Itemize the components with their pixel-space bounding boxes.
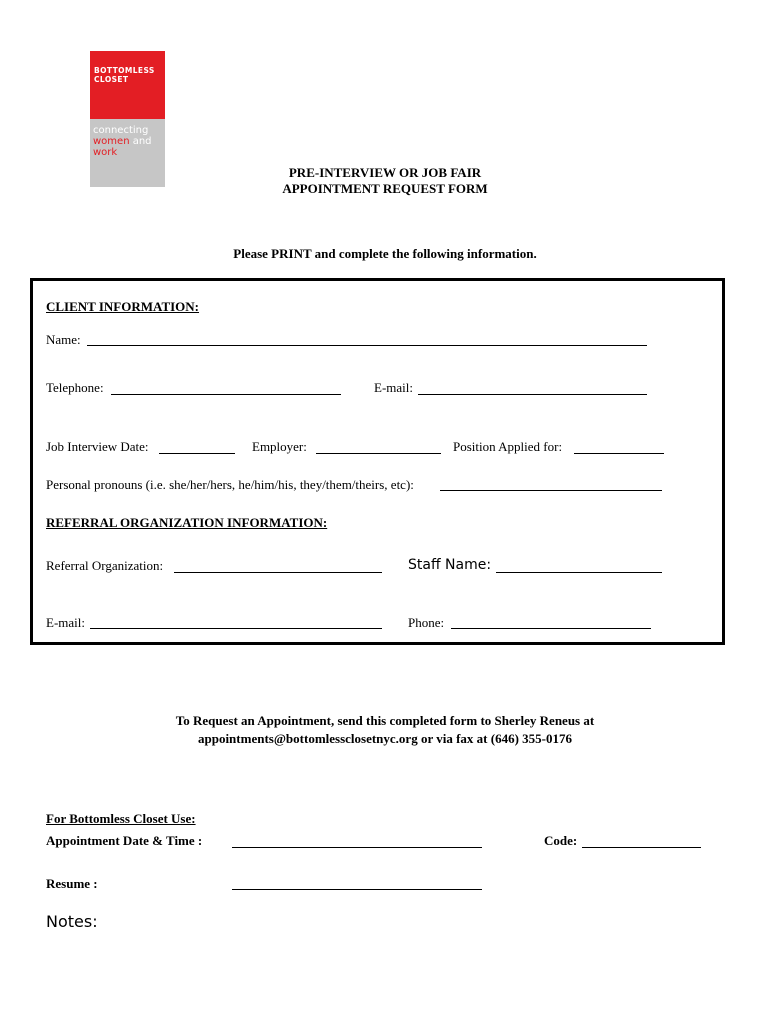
telephone-label: Telephone:	[46, 380, 104, 395]
logo-brand-text	[94, 66, 155, 84]
referral-email-field[interactable]	[90, 628, 382, 629]
resume-field[interactable]	[232, 889, 482, 890]
name-label: Name:	[46, 332, 81, 347]
name-field[interactable]	[87, 345, 647, 346]
client-section-title: CLIENT INFORMATION:	[46, 299, 200, 314]
notes-label: Notes:	[46, 912, 98, 931]
request-line2: appointments@bottomlessclosetnyc.org or via fax at (646) 355-0176	[197, 731, 572, 746]
resume-label: Resume :	[46, 876, 98, 891]
pronouns-label: Personal pronouns (i.e. she/her/hers, he/him/his, they/them/theirs, etc):	[46, 477, 414, 492]
appointment-label: Appointment Date & Time :	[46, 833, 203, 848]
pronouns-field[interactable]	[440, 490, 662, 491]
form-title-line1: PRE-INTERVIEW OR JOB FAIR	[288, 165, 482, 180]
code-label: Code:	[544, 833, 578, 848]
request-line1: To Request an Appointment, send this completed form to Sherley Reneus at	[175, 713, 595, 728]
client-email-label: E-mail:	[374, 380, 413, 395]
logo-tag-women: women	[93, 136, 130, 147]
position-field[interactable]	[574, 453, 664, 454]
staff-name-label: Staff Name:	[408, 557, 492, 573]
code-field[interactable]	[582, 847, 701, 848]
office-use-title: For Bottomless Closet Use:	[46, 811, 196, 826]
client-email-field[interactable]	[418, 394, 647, 395]
referral-email-label: E-mail:	[46, 615, 85, 630]
employer-label: Employer:	[252, 439, 307, 454]
instruction-text: Please PRINT and complete the following information.	[233, 246, 537, 261]
position-label: Position Applied for:	[453, 439, 563, 454]
logo-tag-and: and	[129, 136, 152, 147]
logo-brand-line2: CLOSET	[94, 75, 129, 84]
logo-tag-line3: work	[93, 147, 118, 158]
employer-field[interactable]	[316, 453, 441, 454]
interview-date-label: Job Interview Date:	[46, 439, 149, 454]
appointment-field[interactable]	[232, 847, 482, 848]
interview-date-field[interactable]	[159, 453, 235, 454]
referral-org-field[interactable]	[174, 572, 382, 573]
referral-org-label: Referral Organization:	[46, 558, 164, 573]
referral-phone-label: Phone:	[408, 615, 445, 630]
logo-tagline	[93, 125, 152, 158]
referral-phone-field[interactable]	[451, 628, 651, 629]
logo-red-block	[90, 51, 165, 119]
telephone-field[interactable]	[111, 394, 341, 395]
referral-section-title: REFERRAL ORGANIZATION INFORMATION:	[46, 515, 328, 530]
logo-brand-line1: BOTTOMLESS	[94, 66, 155, 75]
staff-name-field[interactable]	[496, 572, 662, 573]
logo-tag-line1: connecting	[93, 125, 149, 136]
form-title-line2: APPOINTMENT REQUEST FORM	[282, 181, 488, 196]
client-info-box	[30, 278, 725, 645]
